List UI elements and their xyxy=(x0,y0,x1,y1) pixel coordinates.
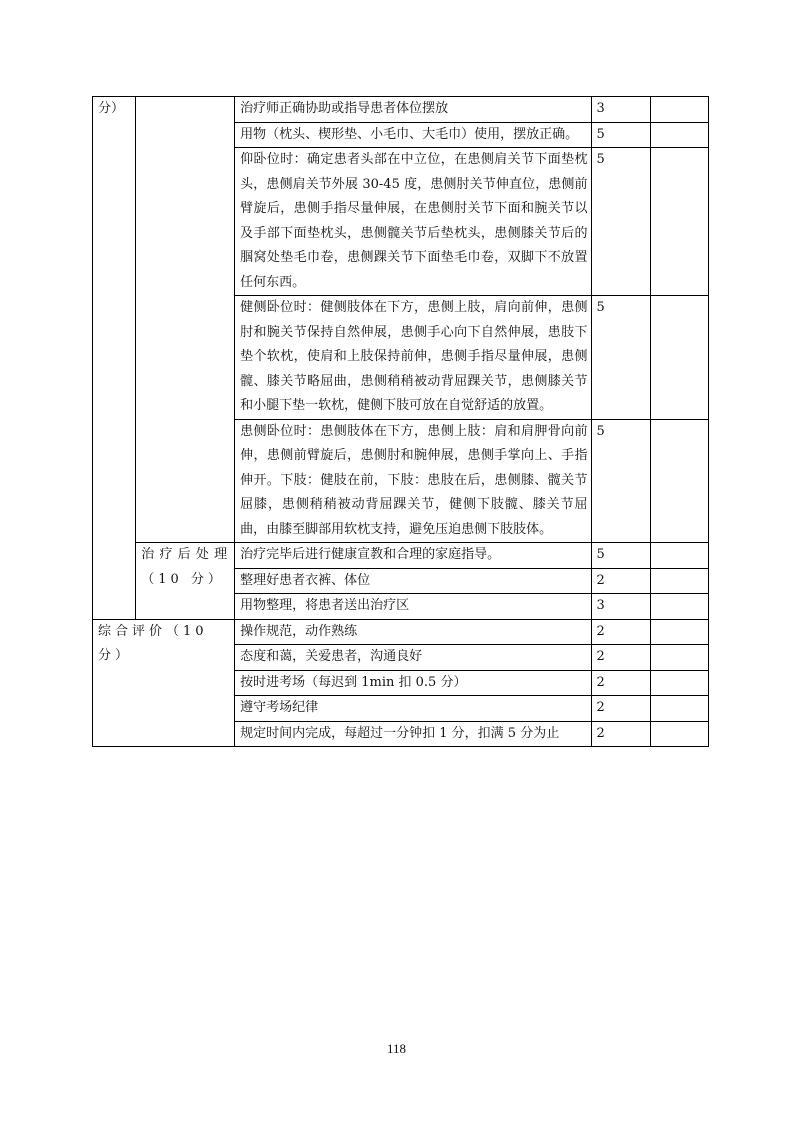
item-cell: 用物（枕头、楔形垫、小毛巾、大毛巾）使用，摆放正确。 xyxy=(235,122,591,148)
item-cell: 治疗师正确协助或指导患者体位摆放 xyxy=(235,97,591,123)
deduction-cell xyxy=(651,696,709,722)
item-cell: 用物整理，将患者送出治疗区 xyxy=(235,594,591,620)
score-cell: 5 xyxy=(591,543,651,569)
item-cell: 健侧卧位时：健侧肢体在下方，患侧上肢，肩向前伸，患侧肘和腕关节保持自然伸展，患侧手心向下自然伸展，患肢下垫个软枕，使肩和上肢保持前伸，患侧手指尽量伸展，患侧髋、膝关节略屈曲，患侧稍稍被动背屈踝关节，患侧膝关节和小腿下垫一软枕，健侧下肢可放在自觉舒适的放置。 xyxy=(235,296,591,420)
item-cell: 治疗完毕后进行健康宣教和合理的家庭指导。 xyxy=(235,543,591,569)
deduction-cell xyxy=(651,645,709,671)
page-number: 118 xyxy=(386,1041,407,1056)
item-cell: 态度和蔼，关爱患者，沟通良好 xyxy=(235,645,591,671)
score-cell: 5 xyxy=(591,148,651,296)
score-cell: 2 xyxy=(591,619,651,645)
deduction-cell xyxy=(651,619,709,645)
score-cell: 2 xyxy=(591,721,651,747)
item-cell: 仰卧位时：确定患者头部在中立位，在患侧肩关节下面垫枕头，患侧肩关节外展 30-45 度，患侧肘关节伸直位，患侧前臂旋后，患侧手指尽量伸展，在患侧肘关节下面和腕关节以及手部下面垫枕头，患侧髋关节后垫枕头，患侧膝关节后的腘窝处垫毛巾卷，患侧踝关节下面垫毛巾卷，双脚下不放置任何东西。 xyxy=(235,148,591,296)
deduction-cell xyxy=(651,148,709,296)
deduction-cell xyxy=(651,594,709,620)
item-cell: 患侧卧位时：患侧肢体在下方，患侧上肢：肩和肩胛骨向前伸，患侧前臂旋后，患侧肘和腕伸展，患侧手掌向上、手指伸开。下肢：健肢在前，下肢：患肢在后，患侧膝、髋关节屈膝，患侧稍稍被动背屈踝关节，健侧下肢髋、膝关节屈曲，由膝至脚部用软枕支持，避免压迫患侧下肢肢体。 xyxy=(235,419,591,543)
deduction-cell xyxy=(651,543,709,569)
score-cell: 2 xyxy=(591,670,651,696)
score-cell: 3 xyxy=(591,594,651,620)
subcategory-cell: 治疗后处理（10 分） xyxy=(136,543,235,620)
score-cell: 5 xyxy=(591,419,651,543)
deduction-cell xyxy=(651,721,709,747)
table-row xyxy=(93,97,709,123)
deduction-cell xyxy=(651,296,709,420)
category-cell: 综合评价（10 分） xyxy=(93,619,235,747)
table-row xyxy=(93,619,709,645)
score-cell: 2 xyxy=(591,568,651,594)
deduction-cell xyxy=(651,97,709,123)
score-cell: 5 xyxy=(591,296,651,420)
deduction-cell xyxy=(651,568,709,594)
score-cell: 3 xyxy=(591,97,651,123)
table-row xyxy=(93,543,709,569)
item-cell: 整理好患者衣裤、体位 xyxy=(235,568,591,594)
score-cell: 2 xyxy=(591,696,651,722)
item-cell: 操作规范，动作熟练 xyxy=(235,619,591,645)
category-cell: 分） xyxy=(93,97,136,620)
score-cell: 2 xyxy=(591,645,651,671)
deduction-cell xyxy=(651,670,709,696)
item-cell: 遵守考场纪律 xyxy=(235,696,591,722)
item-cell: 按时进考场（每迟到 1min 扣 0.5 分） xyxy=(235,670,591,696)
deduction-cell xyxy=(651,419,709,543)
scoring-table xyxy=(92,96,709,747)
score-cell: 5 xyxy=(591,122,651,148)
deduction-cell xyxy=(651,122,709,148)
item-cell: 规定时间内完成，每超过一分钟扣 1 分，扣满 5 分为止 xyxy=(235,721,591,747)
subcategory-cell xyxy=(136,97,235,543)
